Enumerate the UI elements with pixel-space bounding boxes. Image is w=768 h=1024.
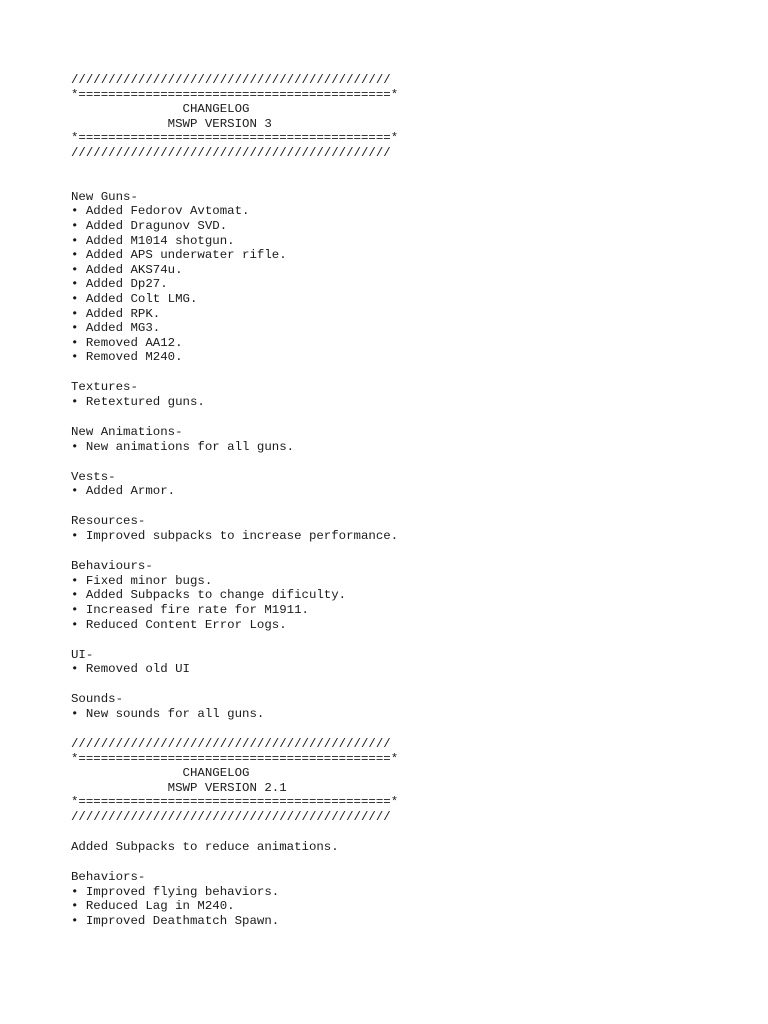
slash-border: ///////////////////////////////////////////: [71, 809, 391, 824]
equals-border: *==========================================*: [71, 751, 399, 766]
section-heading: New Guns-: [71, 189, 138, 204]
section-heading: Vests-: [71, 469, 116, 484]
section-heading: Resources-: [71, 514, 146, 529]
changelog-title: CHANGELOG: [71, 766, 250, 781]
section-heading: Sounds-: [71, 692, 124, 707]
list-item: • Added MG3.: [71, 321, 161, 336]
list-item: • Reduced Content Error Logs.: [71, 617, 287, 632]
section-ui: [71, 648, 731, 677]
list-item: • Removed AA12.: [71, 335, 183, 350]
list-item: • Added M1014 shotgun.: [71, 233, 235, 248]
list-item: • Added APS underwater rifle.: [71, 248, 287, 263]
intro-text: Added Subpacks to reduce animations.: [71, 840, 339, 855]
section-heading: Behaviors-: [71, 870, 146, 885]
section-behaviours: [71, 559, 731, 632]
list-item: • Increased fire rate for M1911.: [71, 602, 309, 617]
list-item: • Removed old UI: [71, 662, 190, 677]
list-item: • Added RPK.: [71, 306, 161, 321]
slash-border: ///////////////////////////////////////////: [71, 73, 391, 87]
changelog-document: [71, 73, 731, 929]
section-behaviors: [71, 870, 731, 928]
list-item: • Added Subpacks to change dificulty.: [71, 588, 347, 603]
list-item: • New sounds for all guns.: [71, 706, 265, 721]
slash-border: ///////////////////////////////////////////: [71, 145, 391, 160]
list-item: • Reduced Lag in M240.: [71, 899, 235, 914]
list-item: • Retextured guns.: [71, 394, 205, 409]
list-item: • Improved subpacks to increase performance.: [71, 529, 399, 544]
section-sounds: [71, 692, 731, 721]
section-new-guns: [71, 190, 731, 365]
section-heading: Behaviours-: [71, 559, 153, 574]
header-v21: [71, 737, 731, 825]
list-item: • Improved flying behaviors.: [71, 884, 280, 899]
version-title: MSWP VERSION 2.1: [71, 780, 287, 795]
list-item: • Added Colt LMG.: [71, 291, 198, 306]
version-title: MSWP VERSION 3: [71, 116, 272, 131]
list-item: • Fixed minor bugs.: [71, 573, 213, 588]
list-item: • Added Armor.: [71, 484, 176, 499]
section-vests: [71, 470, 731, 499]
section-heading: New Animations-: [71, 425, 183, 440]
section-heading: UI-: [71, 647, 94, 662]
list-item: • Added Fedorov Avtomat.: [71, 204, 250, 219]
section-resources: [71, 514, 731, 543]
list-item: • Added Dp27.: [71, 277, 168, 292]
changelog-title: CHANGELOG: [71, 102, 250, 117]
section-heading: Textures-: [71, 380, 138, 395]
section-new-animations: [71, 425, 731, 454]
equals-border: *==========================================*: [71, 131, 399, 146]
section-textures: [71, 380, 731, 409]
header-v3: [71, 73, 731, 161]
list-item: • Added Dragunov SVD.: [71, 218, 228, 233]
list-item: • New animations for all guns.: [71, 439, 295, 454]
equals-border: *==========================================*: [71, 87, 399, 102]
slash-border: ///////////////////////////////////////////: [71, 736, 391, 751]
equals-border: *==========================================*: [71, 795, 399, 810]
list-item: • Improved Deathmatch Spawn.: [71, 913, 280, 928]
list-item: • Removed M240.: [71, 350, 183, 365]
list-item: • Added AKS74u.: [71, 262, 183, 277]
